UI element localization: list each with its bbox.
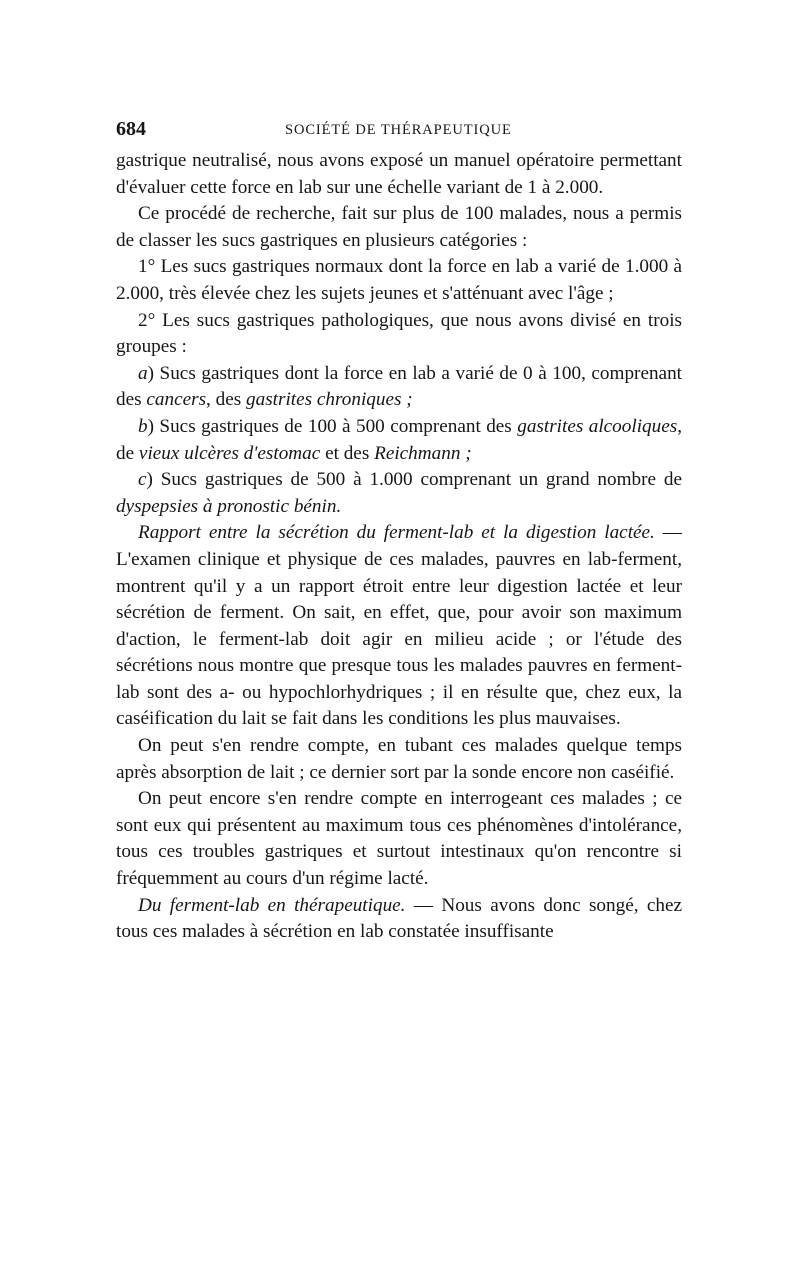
italic-text: dyspepsies à pronostic bénin.	[116, 495, 342, 517]
paragraph	[116, 148, 682, 201]
italic-text: Du ferment-lab en thérapeutique.	[138, 894, 406, 916]
italic-text: gastrites alcooliques	[517, 415, 678, 437]
paragraph	[116, 520, 682, 733]
text-segment: ) Sucs gastriques dont la force en lab a varié de 0 à 100, comprenant des	[116, 362, 682, 411]
italic-text: c	[138, 469, 147, 491]
paragraph	[116, 414, 682, 467]
text-segment: , de	[116, 415, 683, 464]
paragraph	[116, 254, 682, 307]
text-segment: et des	[320, 442, 375, 464]
body-text	[116, 148, 682, 946]
book-page	[116, 118, 682, 946]
text-segment: Ce procédé de recherche, fait sur plus de 100 malades, nous a permis de classer les sucs gastriques en plusieurs catégories :	[116, 203, 682, 251]
italic-text: cancers	[146, 389, 207, 411]
page-number: 684	[116, 118, 146, 140]
page-header	[116, 118, 682, 148]
text-segment: ) Sucs gastriques de 500 à 1.000 comprenant un grand nombre de	[146, 469, 682, 491]
text-segment: ) Sucs gastriques de 100 à 500 comprenant des	[147, 415, 518, 437]
text-segment: On peut s'en rendre compte, en tubant ces malades quelque temps après absorption de lait ; ce dernier sort par la sonde encore non caséifié.	[116, 735, 682, 783]
italic-text: b	[138, 415, 148, 437]
italic-text: gastrites chroniques ;	[246, 389, 413, 411]
italic-text: vieux ulcères d'estomac	[138, 442, 321, 464]
text-segment: , des	[206, 389, 247, 411]
text-segment: gastrique neutralisé, nous avons exposé un manuel opératoire permettant d'évaluer cette force en lab sur une échelle variant de 1 à 2.000.	[116, 150, 682, 198]
paragraph	[116, 467, 682, 520]
text-segment: On peut encore s'en rendre compte en interrogeant ces malades ; ce sont eux qui présentent au maximum tous ces phénomènes d'intolérance, tous ces troubles gastriques et surtout intestinaux qu'on rencontre si fréquemment au cours d'un régime lacté.	[116, 788, 682, 890]
text-segment: 1° Les sucs gastriques normaux dont la force en lab a varié de 1.000 à 2.000, très élevée chez les sujets jeunes et s'atténuant avec l'âge ;	[116, 256, 682, 304]
text-segment: — L'examen clinique et physique de ces malades, pauvres en lab-ferment, montrent qu'il y a un rapport étroit entre leur digestion lactée et leur sécrétion de ferment. On sait, en effet, que, pour avoir son maximum d'action, le ferment-lab doit agir en milieu acide ; or l'étude des sécrétions nous montre que presque tous les malades pauvres en ferment-lab sont des a- ou hypochlorhydriques ; il en résulte que, chez eux, la caséification du lait se fait dans les conditions les plus mauvaises.	[116, 522, 682, 730]
paragraph	[116, 733, 682, 786]
italic-text: a	[138, 362, 148, 384]
paragraph	[116, 786, 682, 892]
paragraph	[116, 308, 682, 361]
paragraph	[116, 893, 682, 946]
italic-text: Rapport entre la sécrétion du ferment-lab et la digestion lactée.	[138, 522, 655, 544]
text-segment: — Nous avons donc songé, chez tous ces malades à sécrétion en lab constatée insuffisante	[116, 894, 683, 943]
text-segment: 2° Les sucs gastriques pathologiques, que nous avons divisé en trois groupes :	[116, 309, 682, 358]
running-title: SOCIÉTÉ DE THÉRAPEUTIQUE	[285, 122, 512, 138]
paragraph	[116, 201, 682, 254]
paragraph	[116, 361, 682, 414]
italic-text: Reichmann ;	[374, 442, 472, 464]
